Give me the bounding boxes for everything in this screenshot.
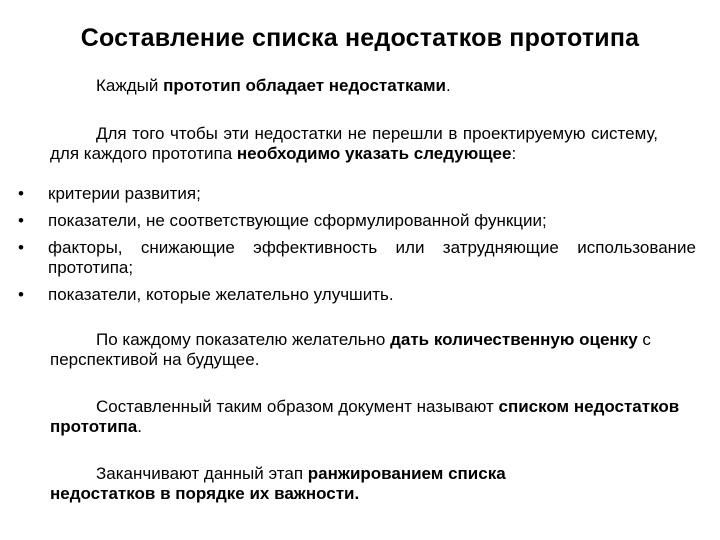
p4-text-c: . — [137, 417, 142, 436]
list-item-text: критерии развития; — [48, 184, 201, 203]
p4-bold: списком недостатков прототипа — [50, 397, 680, 436]
list-item — [18, 184, 696, 204]
p4-text-a: Составленный таким образом документ называют — [96, 397, 499, 416]
list-item-text: показатели, не соответствующие сформулированной функции; — [48, 211, 547, 230]
p5-text-a: Заканчивают данный этап — [96, 464, 308, 483]
list-item — [18, 285, 696, 305]
paragraph-ranking — [50, 464, 610, 504]
p2-text-c: : — [511, 144, 517, 163]
paragraph-must-specify — [50, 124, 658, 164]
p1-bold: прототип обладает недостатками — [163, 76, 447, 95]
p1-text-a: Каждый — [96, 76, 164, 95]
list-item — [18, 211, 696, 231]
bullet-icon: • — [18, 184, 24, 203]
criteria-list — [18, 184, 696, 312]
paragraph-quantitative-estimate — [50, 330, 680, 370]
p2-bold: необходимо указать следующее — [236, 144, 512, 163]
p5-bold: ранжированием списка недостатков в порядке их важности. — [50, 464, 506, 503]
bullet-icon: • — [18, 285, 24, 304]
list-item — [18, 238, 696, 278]
p3-bold: дать количественную оценку — [390, 330, 638, 349]
paragraph-prototype-flaws — [50, 76, 690, 96]
list-item-text: показатели, которые желательно улучшить. — [48, 285, 394, 304]
paragraph-document-name — [50, 397, 680, 437]
p1-text-c: . — [446, 76, 451, 95]
p3-text-c: с перспективой на будущее. — [50, 330, 651, 369]
list-item-text: факторы, снижающие эффективность или затрудняющие использование прототипа; — [48, 238, 696, 277]
bullet-icon: • — [18, 211, 24, 230]
p2-text-a: Для того чтобы эти недостатки не перешли в проектируемую систему, для каждого прототипа — [50, 124, 658, 163]
bullet-icon: • — [18, 238, 24, 257]
p3-text-a: По каждому показателю желательно — [96, 330, 391, 349]
slide-title: Составление списка недостатков прототипа — [80, 24, 640, 52]
